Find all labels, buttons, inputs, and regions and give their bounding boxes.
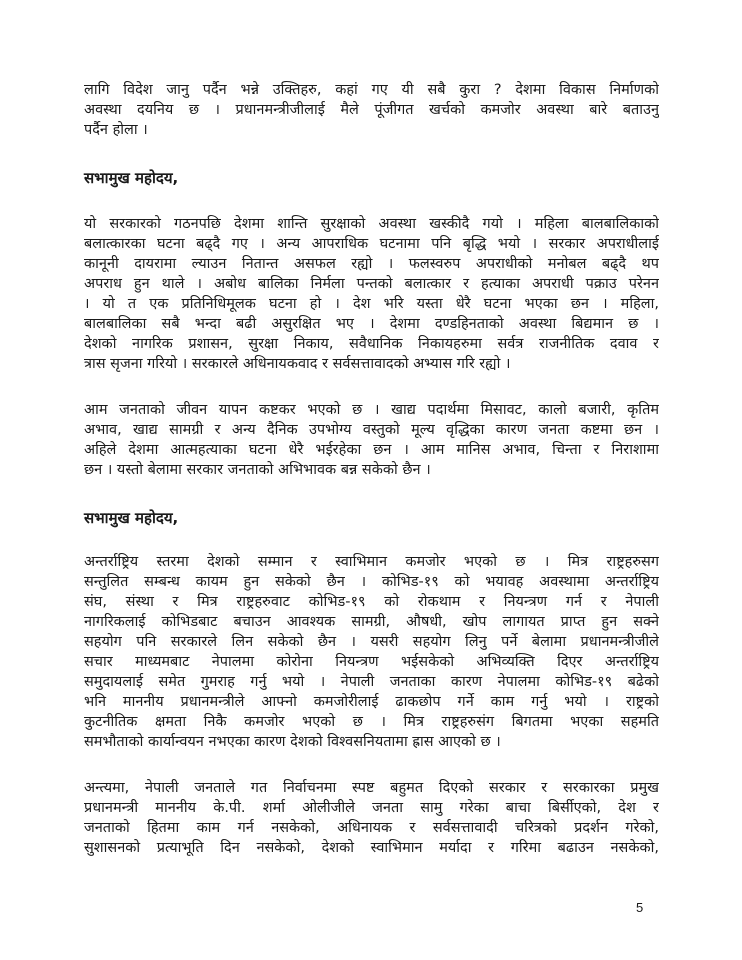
text-line: अहिले देशमा आत्महत्याका घटना धेरै भईरहेका छन । आम मानिस अभाव, चिन्ता र निराशामा — [84, 442, 659, 458]
text-line: सुशासनको प्रत्याभूति दिन नसकेको, देशको स्वाभिमान मर्यादा र गरिमा बढाउन नसकेको, — [84, 840, 659, 856]
text-line: समुदायलाई समेत गुमराह गर्नु भयो । नेपाली जनताका कारण नेपालमा कोभिड-१९ बढेको — [84, 674, 659, 690]
text-line: संघ, संस्था र मित्र राष्ट्रहरुवाट कोभिड-१९ को रोकथाम र नियन्त्रण गर्न र नेपाली — [84, 594, 659, 610]
text-line: सचार माध्यमबाट नेपालमा कोरोना नियन्त्रण भईसकेको अभिव्यक्ति दिएर अन्तर्राष्ट्रिय — [84, 654, 659, 670]
text-line: । यो त एक प्रतिनिधिमूलक घटना हो । देश भरि यस्ता धेरै घटना भएका छन । महिला, — [84, 296, 659, 312]
text-line: सन्तुलित सम्बन्ध कायम हुन सकेको छैन । कोभिड-१९ को भयावह अवस्थामा अन्तर्राष्ट्रिय — [84, 574, 659, 590]
text-line: पर्दैन होला । — [84, 122, 148, 138]
text-line: अपराध हुन थाले । अबोध बालिका निर्मला पन्तको बलात्कार र हत्याका अपराधी पक्राउ परेनन — [84, 276, 659, 292]
text-line: भनि माननीय प्रधानमन्त्रीले आफ्नो कमजोरीलाई ढाकछोप गर्ने काम गर्नु भयो । राष्ट्रको — [84, 694, 659, 710]
text-line: यो सरकारको गठनपछि देशमा शान्ति सुरक्षाको अवस्था खस्कीदै गयो । महिला बालबालिकाको — [84, 216, 659, 232]
text-line: समभौताको कार्यान्वयन नभएका कारण देशको विश्वसनियतामा ह्रास आएको छ । — [84, 734, 501, 750]
text-line: बलात्कारका घटना बढ्दै गए । अन्य आपराधिक घटनामा पनि बृद्धि भयो । सरकार अपराधीलाई — [84, 236, 659, 252]
section-heading: सभामुख महोदय, — [84, 169, 179, 187]
text-line: अभाव, खाद्य सामग्री र अन्य दैनिक उपभोग्य वस्तुको मूल्य वृद्धिका कारण जनता कष्टमा छन । — [84, 422, 659, 438]
text-line: कुटनीतिक क्षमता निकै कमजोर भएको छ । मित्र राष्ट्रहरुसंग बिगतमा भएका सहमति — [84, 714, 659, 730]
text-line: नागरिकलाई कोभिडबाट बचाउन आवश्यक सामग्री, औषधी, खोप लागायत प्राप्त हुन सक्ने — [84, 614, 659, 630]
text-line: अवस्था दयनिय छ । प्रधानमन्त्रीजीलाई मैले पूंजीगत खर्चको कमजोर अवस्था बारे बताउनु — [84, 102, 659, 118]
text-line: त्रास सृजना गरियो । सरकारले अधिनायकवाद र सर्वसत्तावादको अभ्यास गरि रह्यो । — [84, 356, 511, 372]
text-line: देशको नागरिक प्रशासन, सुरक्षा निकाय, सवैधानिक निकायहरुमा सर्वत्र राजनीतिक दवाव र — [84, 336, 659, 352]
text-line: छन । यस्तो बेलामा सरकार जनताको अभिभावक बन्न सकेको छैन । — [84, 462, 431, 478]
page-number: 5 — [636, 900, 644, 915]
text-line: जनताको हितमा काम गर्न नसकेको, अधिनायक र सर्वसत्तावादी चरित्रको प्रदर्शन गरेको, — [84, 820, 659, 836]
text-line: लागि विदेश जानु पर्दैन भन्ने उक्तिहरु, कहां गए यी सबै कुरा ? देशमा विकास निर्माणको — [84, 82, 659, 98]
text-line: अन्त्यमा, नेपाली जनताले गत निर्वाचनमा स्पष्ट बहुमत दिएको सरकार र सरकारका प्रमुख — [84, 780, 659, 796]
text-line: बालबालिका सबै भन्दा बढी असुरक्षित भए । देशमा दण्डहिनताको अवस्था बिद्यमान छ । — [84, 316, 659, 332]
text-line: अन्तर्राष्ट्रिय स्तरमा देशको सम्मान र स्वाभिमान कमजोर भएको छ । मित्र राष्ट्रहरुसग — [84, 554, 659, 570]
text-line: कानूनी दायरामा ल्याउन नितान्त असफल रह्यो । फलस्वरुप अपराधीको मनोबल बढ्दै थप — [84, 256, 659, 272]
text-line: आम जनताको जीवन यापन कष्टकर भएको छ । खाद्य पदार्थमा मिसावट, कालो बजारी, कृतिम — [84, 402, 659, 418]
text-line: सहयोग पनि सरकारले लिन सकेको छैन । यसरी सहयोग लिनु पर्ने बेलामा प्रधानमन्त्रीजीले — [84, 634, 659, 650]
text-line: प्रधानमन्त्री माननीय के.पी. शर्मा ओलीजीले जनता सामु गरेका बाचा बिर्सीएको, देश र — [84, 800, 659, 816]
section-heading: सभामुख महोदय, — [84, 509, 179, 527]
